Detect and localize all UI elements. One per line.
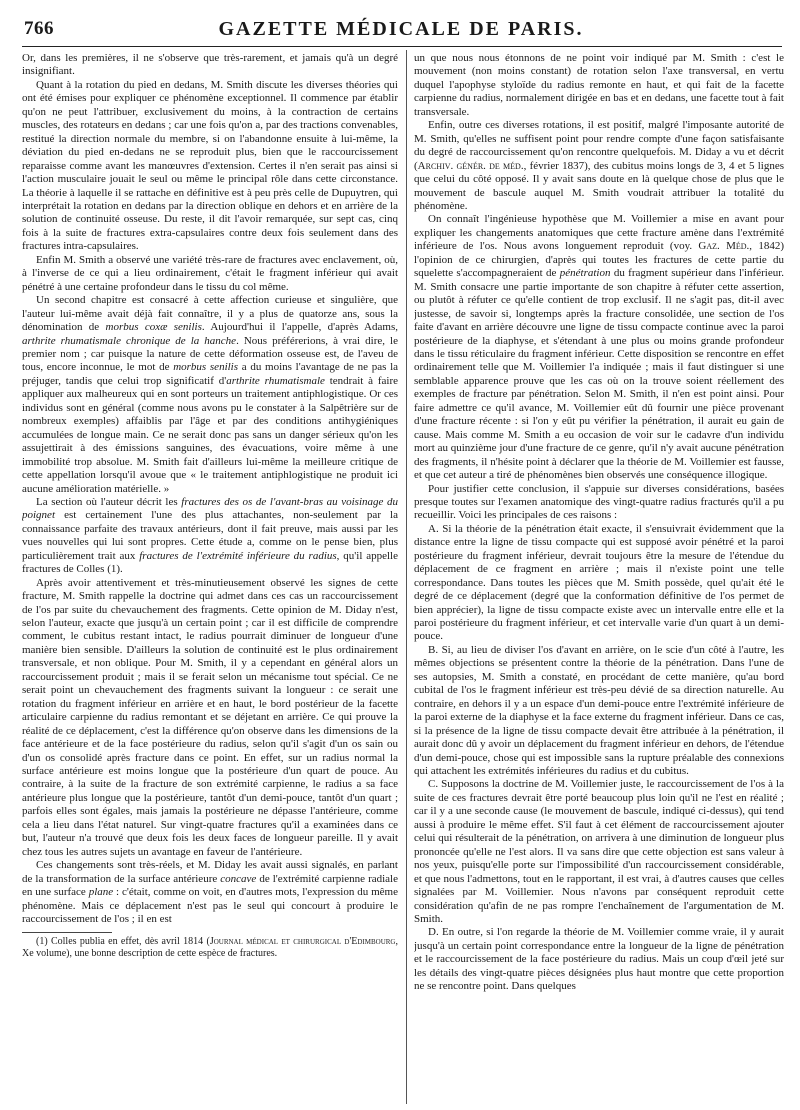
text-run: Ces changements sont très-réels, et M. Diday les avait aussi signalés, en parlant de la transformation de la surface antérieure (22, 859, 398, 885)
paragraph (22, 496, 398, 577)
text-run: est certainement l'une des plus attachantes, non-seulement par la connaissance parfaite des travaux antérieurs, dont il fait preuve, mais aussi par les vues nouvelles qui lui sont propres. Cette étude a, comme on le pense bien, plus particulièrement trait aux (22, 509, 398, 562)
text-run: , Xe volume), une bonne description de cette espèce de fractures. (22, 936, 398, 960)
footnote (22, 936, 398, 960)
paragraph (22, 294, 398, 496)
paragraph: Quant à la rotation du pied en dedans, M. Smith discute les diverses théories qui ont été émises pour expliquer ce phénomène exceptionnel. Il commence par établir qu'on ne peut l'attribuer, exclusivement du moins, à la contraction de certains muscles, des rotateurs en dedans ; car une fois qu'on a, par des tractions convenables, restitué la direction normale du membre, si on l'abandonne ensuite à lui-même, la déviation du pied en-dedans ne se reproduit plus, bien que le raccourcissement reparaisse comme avant les manœuvres d'extension. Certes il n'en serait pas ainsi si l'action musculaire jouait le seul ou même le principal rôle dans cette circonstance. La théorie à laquelle il se rattache en définitive est à peu près celle de Dupuytren, qui interprétait la rotation en dedans par la direction oblique en dehors et en arrière de la solution de continuité osseuse. Du reste, il dit l'avoir remarquée, sur sept cas, cinq fois à la suite de fractures extra-capsulaires contre deux fois seulement dans des fractures intra-capsulaires. (22, 78, 398, 253)
italic-term: arthrite rhumatismale chronique de la hanche (22, 334, 237, 347)
text-run: Enfin, outre ces diverses rotations, il est positif, malgré l'imposante autorité de M. Smith, qu'elles ne suffisent point pour rendre compte d'une façon satisfaisante du degré de raccourcissement qu'on rencontre quelquefois. M. Diday a vu et décrit ( (414, 119, 784, 172)
header-rule (22, 46, 782, 47)
text-run: du fragment supérieur dans l'inférieur. M. Smith consacre une partie importante de son chapitre à réfuter cette assertion, ou plutôt à réfuter ce qu'elle contient de trop exclusif. Il ne s'agit pas, dit-il avec justesse, de savoir si, longtemps après la fracture consolidée, une section de l'os faite d'avant en arrière découvre une ligne de tissu compacte continue avec la paroi postérieure de la diaphyse, et s'étendant à une plus ou moins grande profondeur dans le tissu réticulaire du fragment inférieur. Cette disposition se rencontre en effet ordinairement telle que M. Voillemier l'a indiquée ; mais il faut distinguer si une semblable apparence prouve que les cas où on la trouve soient réellement des exemples de fracture par pénétration. Selon M. Smith, il n'en est point ainsi. Pour faire admettre ce qu'il avance, M. Voillemier eût dû fournir une pièce provenant d'une fracture récente : si l'on y eût pu vérifier la pénétration, il aurait eu gain de cause. Mais comme M. Smith a eu occasion de voir sur le cadavre d'un individu mort au quinzième jour d'une fracture de ce genre, qu'il n'y avait aucune pénétration des fragments, il n'hésite point à déclarer que la théorie de M. Voillemier est fausse, et que cet auteur a tiré de phénomènes bien observés une conséquence illogique. (414, 267, 784, 482)
paragraph: Pour justifier cette conclusion, il s'appuie sur diverses considérations, basées presque toutes sur l'examen anatomique des vingt-quatre radius fracturés qu'il a pu recueillir. Voici les principales de ces raisons : (414, 482, 784, 522)
italic-term: pénétration (559, 267, 611, 280)
journal-title: GAZETTE MÉDICALE DE PARIS. (218, 18, 584, 40)
paragraph: Or, dans les premières, il ne s'observe que très-rarement, et jamais qu'à un degré insignifiant. (22, 52, 398, 78)
small-caps-citation: Archiv. génér. de méd. (417, 159, 524, 172)
text-run: La section où l'auteur décrit les (36, 495, 182, 508)
italic-term: morbus coxæ senilis (105, 321, 202, 334)
text-run: , qu'il appelle fractures de Colles (1). (22, 549, 398, 576)
text-run: . Aujourd'hui il l'appelle, d'après Adams, (201, 321, 398, 334)
paragraph: un que nous nous étonnons de ne point voir indiqué par M. Smith : c'est le mouvement (non moins constant) de rotation selon l'axe transversal, en vertu duquel l'apophyse styloïde du radius remonte en haut, et qui fait de la facette carpienne du radius, normalement dirigée en bas et en dedans, une facette tout à fait transversale. (414, 52, 784, 118)
page-number: 766 (24, 18, 54, 39)
italic-term: morbus senilis (173, 361, 239, 374)
paragraph (22, 859, 398, 926)
text-run: a du moins l'avantage de ne pas la préjuger, tandis que celui trop significatif d' (22, 361, 398, 387)
paragraph: A. Si la théorie de la pénétration était exacte, il s'ensuivrait évidemment que la distance entre la ligne de tissu compacte qui est supposé avoir pénétré et la paroi postérieure du fragment inférieur, devrait toujours être la mesure de l'étendue du déplacement de ce fragment en arrière ; mais il n'existe point une telle correspondance. Dans toutes les pièces que M. Smith possède, quel qu'ait été le degré de ce déplacement (degré que la conformation définitive de l'os permet de bien apprécier), la ligne de tissu compacte existe avec un intervalle entre elle et la paroi postérieure du fragment inférieur, et cet intervalle varie d'un quart à un demi-pouce. (414, 522, 784, 643)
left-column (22, 52, 398, 1104)
text-run: tendrait à faire appliquer aux malheureux qui en sont porteurs un traitement antiphlogistique. Or ces individus sont en général (comme nous avons pu le constater à la Salpêtrière sur de nombreux exemples) affaiblis par l'âge et par des conditions antihygiéniques accumulées de longue main. Ce ne serait donc pas sans un danger sérieux qu'on les assujettirait à des émissions sanguines, des évacuations, voire même à une immobilité trop absolue. M. Smith fait d'ailleurs lui-même la meilleure critique de cette appellation lorsqu'il avoue que « le traitement antiphlogistique ne produit ici aucune amélioration matérielle. » (22, 374, 398, 495)
text-run: (1) Colles publia en effet, dès avril 1814 ( (36, 936, 210, 948)
paragraph: Après avoir attentivement et très-minutieusement observé les signes de cette fracture, M. Smith rappelle la doctrine qui admet dans ces cas un raccourcissement de l'os par suite du chevauchement des fragments. Cette opinion de M. Diday n'est, selon l'auteur, exacte que jusqu'à un certain point ; car il est difficile de comprendre comment, le cubitus restant intact, le radius pourrait diminuer de longueur d'une manière bien sensible. D'ailleurs la solution de continuité est le plus ordinairement transversale, et non oblique. Pour M. Smith, il y a cependant en général alors un raccourcissement produit ; mais il se ferait selon un mécanisme tout spécial. Ce ne serait point un chevauchement des fragments suivant la longueur : ce serait une rotation du fragment inférieur en arrière et en haut, le bord postérieur de la facette articulaire carpienne du radius remontant et se déjetant en arrière. Ce qui prouve la réalité de ce déplacement, c'est la différence qu'on observe dans les dimensions de la face antérieure et de la face postérieure du radius, selon qu'il s'agit d'un os sain ou d'un os consolidé après fracture dans ce point. En effet, sur un radius normal la surface antérieure est moins longue que la postérieure d'un quart de pouce. Au contraire, à la suite de la fracture de son extrémité carpienne, le radius a sa face antérieure plus longue que la postérieure, tantôt d'un demi-pouce, tantôt d'un quart ; parfois elles sont égales, mais jamais la postérieure ne dépasse l'antérieure, comme cela a lieu dans l'état naturel. Sur vingt-quatre fractures qu'il a examinées dans ce but, l'auteur n'a trouvé que deux fois les deux faces de longueur pareille. Il y avait chez tous les autres sujets un avantage en faveur de l'antérieure. (22, 576, 398, 858)
text-run: On connaît l'ingénieuse hypothèse que M. Voillemier a mise en avant pour expliquer les changements anatomiques que cette fracture amène dans l'extrémité inférieure de l'os. Nous avons longuement reproduit (voy. (414, 213, 784, 253)
italic-term: arthrite rhumatismale (226, 374, 325, 387)
paragraph: Enfin M. Smith a observé une variété très-rare de fractures avec enclavement, où, à l'inverse de ce qui a lieu ordinairement, c'était le fragment inférieur qui avait pénétré à une certaine profondeur dans le tissu du col même. (22, 253, 398, 293)
italic-term: plane (88, 886, 114, 899)
text-run: de l'extrémité carpienne radiale en une surface (22, 872, 398, 899)
small-caps-citation: Gaz. Méd. (698, 240, 750, 253)
right-column (414, 52, 784, 1104)
text-run: , 1842) l'opinion de ce chirurgien, d'après qui toutes les fractures de cette partie du squelette s'accompagneraient de (414, 240, 784, 280)
text-run: Un second chapitre est consacré à cette affection curieuse et singulière, que l'auteur lui-même avait déjà fait connaître, il y a plus de quatorze ans, sous la dénomination de (22, 294, 398, 334)
page-header (22, 18, 780, 46)
text-run: , février 1837), des cubitus moins longs de 3, 4 et 5 lignes que celui du côté opposé. Il y avait sans doute en là quelque chose de plus que le mouvement de bascule auquel M. Smith voudrait attribuer la totalité du phénomène. (414, 159, 784, 212)
italic-term: fractures de l'extrémité inférieure du radius (139, 549, 337, 562)
italic-term: fractures des os de l'avant-bras au voisinage du poignet (22, 495, 398, 522)
text-run: : c'était, comme on voit, en d'autres mots, l'expression du même phénomène. Mais ce déplacement n'est pas le seul qui concourt à produire le raccourcissement de l'os ; il en est (22, 886, 398, 925)
paragraph: B. Si, au lieu de diviser l'os d'avant en arrière, on le scie d'un côté à l'autre, les mêmes objections se présentent contre la théorie de la pénétration. Dans l'une de ses autopsies, M. Smith a constaté, en procédant de cette manière, qu'au bord cubital de l'os le fragment inférieur est très-peu dévié de sa direction naturelle. Au contraire, en dehors il y a un espace d'un demi-pouce entre l'extrémité inférieure de la paroi externe de la diaphyse et la face externe du fragment inférieur. Dans ce cas, si la présence de la ligne de tissu compacte devait être attribuée à la pénétration, il aurait donc dû y avoir un déplacement du fragment inférieur en dehors, de l'étendue d'un demi-pouce, chose qui est impossible sans la rupture préalable des connexions qui attachent les extrémités inférieures du radius et du cubitus. (414, 643, 784, 778)
italic-term: concave (220, 872, 257, 885)
paragraph (414, 119, 784, 213)
paragraph (414, 213, 784, 482)
text-run: . Nous préférerions, à vrai dire, le premier nom ; car puisque la nature de cette déformation osseuse est, de l'aveu de tous, encore inconnue, le mot de (22, 334, 398, 374)
small-caps-citation: Journal médical et chirurgical d'Edimbourg (209, 936, 396, 948)
footnote-rule (22, 932, 112, 933)
paragraph: D. En outre, si l'on regarde la théorie de M. Voillemier comme vraie, il y aurait jusqu'à un certain point correspondance entre la longueur de la ligne de pénétration et le raccourcissement de la face postérieure du radius. Mais un coup d'œil jeté sur les détails des vingt-quatre pièces désignées plus haut montre que cette proportion ne se rencontre point. Dans quelques (414, 926, 784, 993)
paragraph: C. Supposons la doctrine de M. Voillemier juste, le raccourcissement de l'os à la suite de ces fractures devrait être porté beaucoup plus loin qu'il ne l'est en réalité ; car il y a une seconde cause (le mouvement de bascule, indiqué ci-dessus), qui tend aussi à produire le même effet. S'il faut à cet élément de raccourcissement ajouter celui qui résulterait de la pénétration, on arrivera à une diminution de longueur plus prononcée qu'elle ne l'est alors. Il va sans dire que cette objection est sans valeur à nos yeux, puisqu'elle porte sur l'impossibilité d'un raccourcissement considérable, et que nous l'admettons, tout en le rapportant, il est vrai, à d'autres causes que celles signalées par M. Voillemier. Nous n'avons par conséquent reproduit cette considération qu'afin de ne pas rompre l'enchaînement de l'argumentation de M. Smith. (414, 778, 784, 925)
article-columns (22, 52, 784, 1104)
